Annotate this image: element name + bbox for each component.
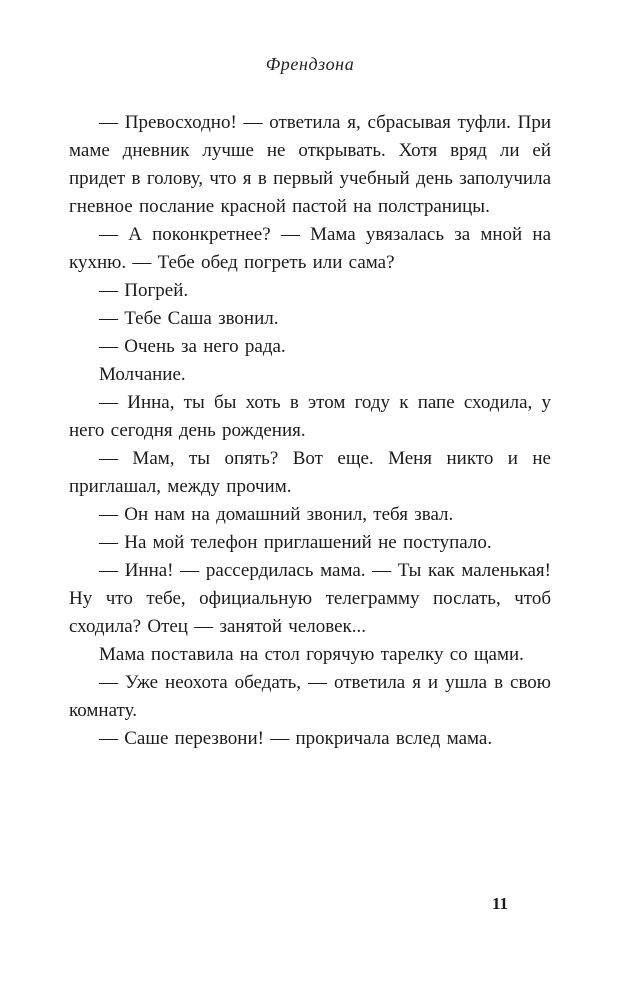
paragraph: — Погрей. [99,280,189,301]
paragraph: — Инна! — рассердилась мама. — Ты как маленькая! Ну что тебе, официальную телеграмму послать, чтоб сходила? Отец — занятой человек... [69,560,551,637]
paragraph: — Тебе Саша звонил. [99,308,279,329]
paragraph: — А поконкретнее? — Мама увязалась за мной на кухню. — Тебе обед погреть или сама? [69,224,551,273]
book-page [69,54,551,753]
paragraph: — На мой телефон приглашений не поступало. [99,532,492,553]
paragraph: — Уже неохота обедать, — ответила я и ушла в свою комнату. [69,672,551,721]
paragraph: — Инна, ты бы хоть в этом году к папе сходила, у него сегодня день рождения. [69,392,551,441]
paragraph: — Мам, ты опять? Вот еще. Меня никто и не приглашал, между прочим. [69,448,551,497]
paragraph: Мама поставила на стол горячую тарелку со щами. [99,644,524,665]
paragraph: — Очень за него рада. [99,336,286,357]
running-header: Френдзона [265,54,355,74]
paragraph: — Саше перезвони! — прокричала вслед мама. [99,728,493,749]
page-number: 11 [492,894,509,913]
paragraph: — Он нам на домашний звонил, тебя звал. [99,504,454,525]
paragraph: Молчание. [99,364,186,385]
paragraph: — Превосходно! — ответила я, сбрасывая туфли. При маме дневник лучше не открывать. Хотя вряд ли ей придет в голову, что я в первый учебный день заполучила гневное послание красной пастой на полстраницы. [69,112,551,217]
page-text-block [69,109,551,753]
